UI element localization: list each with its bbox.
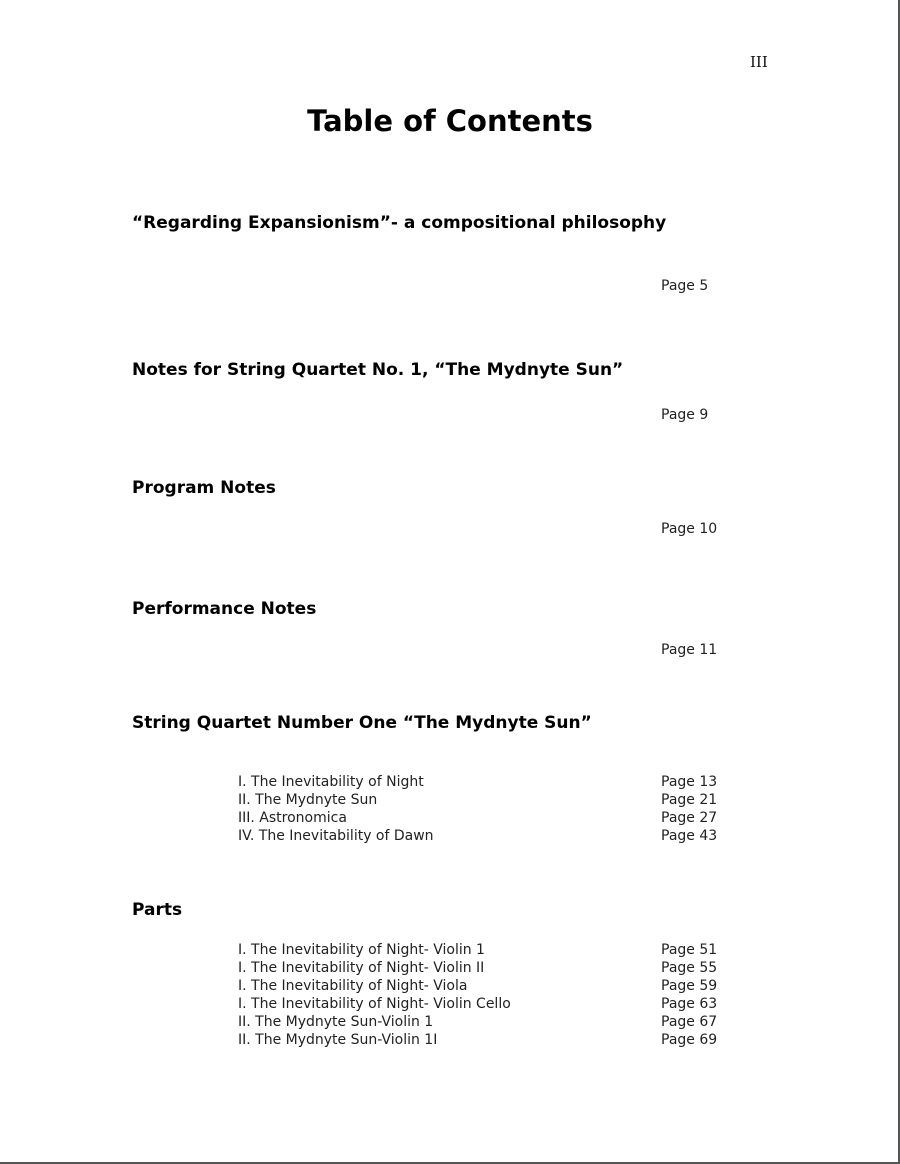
toc-page-program-notes: Page 10 — [661, 521, 718, 537]
toc-entry — [238, 792, 738, 810]
toc-entry — [238, 828, 738, 846]
toc-entry-label: II. The Mydnyte Sun-Violin 1 — [238, 1014, 434, 1030]
toc-entry-page: Page 21 — [661, 792, 718, 808]
toc-heading-string-quartet: String Quartet Number One “The Mydnyte Sun” — [132, 713, 592, 733]
toc-entry-page: Page 51 — [661, 942, 718, 958]
page-title: Table of Contents — [307, 104, 593, 138]
toc-entry-page: Page 55 — [661, 960, 718, 976]
toc-entry-label: I. The Inevitability of Night — [238, 774, 424, 790]
toc-page-quartet-notes: Page 9 — [661, 407, 709, 423]
toc-entry — [238, 942, 738, 960]
toc-heading-performance-notes: Performance Notes — [132, 599, 317, 619]
toc-entry-page: Page 67 — [661, 1014, 718, 1030]
toc-entry — [238, 960, 738, 978]
toc-page-expansionism: Page 5 — [661, 278, 709, 294]
toc-entry-label: II. The Mydnyte Sun — [238, 792, 378, 808]
toc-entry-label: I. The Inevitability of Night- Violin II — [238, 960, 485, 976]
toc-entry-page: Page 59 — [661, 978, 718, 994]
toc-page-performance-notes: Page 11 — [661, 642, 718, 658]
toc-entry-label: I. The Inevitability of Night- Violin 1 — [238, 942, 485, 958]
toc-entry — [238, 1014, 738, 1032]
toc-entry — [238, 978, 738, 996]
toc-entry-page: Page 27 — [661, 810, 718, 826]
toc-entry-page: Page 69 — [661, 1032, 718, 1048]
toc-entry-page: Page 63 — [661, 996, 718, 1012]
toc-entry-page: Page 43 — [661, 828, 718, 844]
toc-heading-program-notes: Program Notes — [132, 478, 276, 498]
toc-heading-quartet-notes: Notes for String Quartet No. 1, “The Mydnyte Sun” — [132, 360, 624, 380]
toc-heading-parts: Parts — [132, 900, 183, 920]
toc-entry — [238, 810, 738, 828]
toc-parts-list — [238, 942, 738, 1050]
toc-entry — [238, 996, 738, 1014]
page-number: III — [750, 53, 768, 71]
toc-entry-label: II. The Mydnyte Sun-Violin 1I — [238, 1032, 438, 1048]
toc-heading-expansionism: “Regarding Expansionism”- a compositional philosophy — [132, 213, 667, 233]
toc-entry — [238, 774, 738, 792]
toc-movement-list — [238, 774, 738, 846]
toc-entry-label: I. The Inevitability of Night- Violin Cello — [238, 996, 511, 1012]
toc-entry-label: III. Astronomica — [238, 810, 347, 826]
toc-entry — [238, 1032, 738, 1050]
toc-entry-label: I. The Inevitability of Night- Viola — [238, 978, 468, 994]
toc-entry-label: IV. The Inevitability of Dawn — [238, 828, 434, 844]
toc-entry-page: Page 13 — [661, 774, 718, 790]
